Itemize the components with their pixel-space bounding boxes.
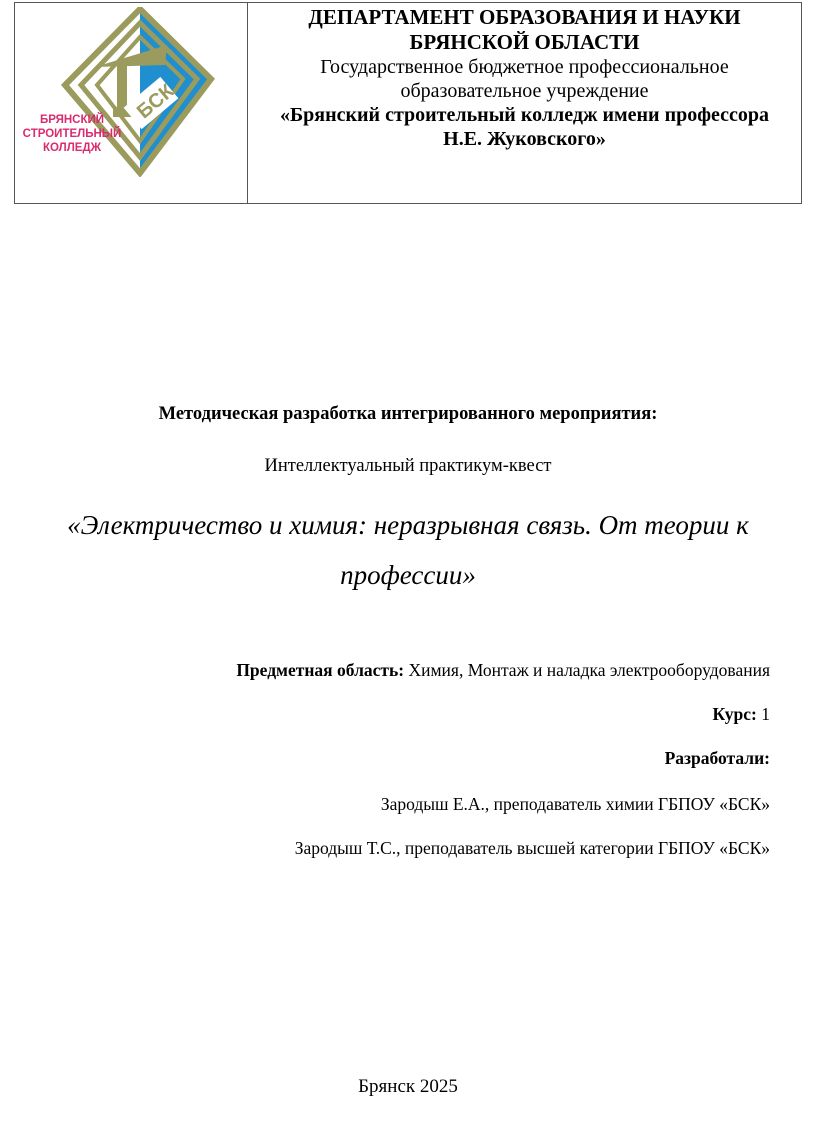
subject-label: Предметная область: — [236, 660, 405, 680]
course-label: Курс: — [712, 704, 757, 724]
author-2: Зародыш Т.С., преподаватель высшей категории ГБПОУ «БСК» — [294, 838, 770, 858]
authors-label: Разработали: — [664, 748, 770, 768]
department-line-2: БРЯНСКОЙ ОБЛАСТИ — [409, 30, 640, 54]
city-year: Брянск 2025 — [358, 1076, 458, 1097]
subject-line — [236, 660, 770, 681]
document-subtitle: Интеллектуальный практикум-квест — [264, 456, 552, 476]
logo-cell — [15, 3, 248, 203]
subject-value: Химия, Монтаж и наладка электрооборудования — [408, 660, 770, 680]
course-value: 1 — [761, 704, 770, 724]
header-table — [14, 2, 802, 204]
document-title: Методическая разработка интегрированного мероприятия: — [158, 404, 658, 424]
college-name-line-1: «Брянский строительный колледж имени профессора — [279, 104, 770, 126]
author-1: Зародыш Е.А., преподаватель химии ГБПОУ «БСК» — [380, 794, 770, 814]
logo-text: БРЯНСКИЙ СТРОИТЕЛЬНЫЙ КОЛЛЕДЖ — [22, 114, 122, 154]
institution-type-line-2: образовательное учреждение — [400, 80, 649, 102]
college-name-line-2: Н.Е. Жуковского» — [443, 128, 606, 150]
institution-type-line-1: Государственное бюджетное профессиональное — [320, 56, 729, 78]
logo-emblem: БСК — [132, 80, 179, 124]
quest-title: «Электричество и химия: неразрывная связь. От теории к профессии» — [67, 510, 749, 590]
course-line — [713, 704, 770, 725]
department-line-1: ДЕПАРТАМЕНТ ОБРАЗОВАНИЯ И НАУКИ — [308, 5, 741, 29]
header-text — [248, 3, 801, 203]
